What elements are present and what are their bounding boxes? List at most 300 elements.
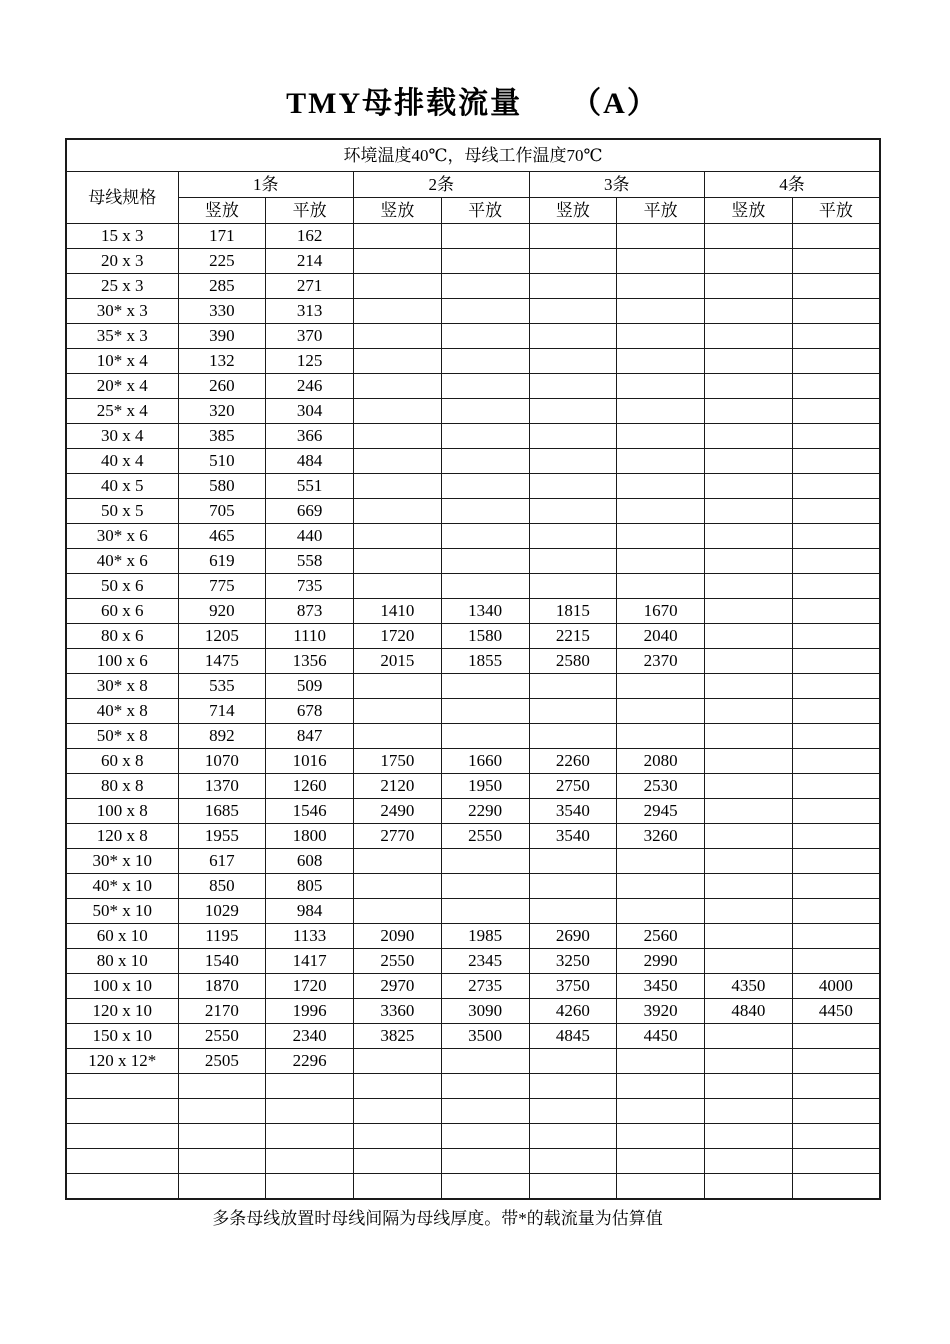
value-cell: 4450	[617, 1024, 705, 1049]
value-cell: 1720	[266, 974, 354, 999]
value-cell	[529, 849, 617, 874]
spec-cell: 20 x 3	[66, 249, 178, 274]
value-cell	[441, 724, 529, 749]
table-row	[66, 799, 880, 824]
value-cell	[529, 424, 617, 449]
value-cell	[266, 1074, 354, 1099]
spec-cell: 100 x 8	[66, 799, 178, 824]
value-cell: 225	[178, 249, 266, 274]
value-cell: 1195	[178, 924, 266, 949]
value-cell	[705, 249, 793, 274]
value-cell: 714	[178, 699, 266, 724]
value-cell	[705, 599, 793, 624]
value-cell: 2970	[354, 974, 442, 999]
value-cell: 2490	[354, 799, 442, 824]
spec-column-header: 母线规格	[66, 172, 178, 224]
value-cell: 2090	[354, 924, 442, 949]
group-header-3-strips: 3条	[529, 172, 705, 198]
value-cell	[617, 349, 705, 374]
value-cell: 1070	[178, 749, 266, 774]
value-cell: 1410	[354, 599, 442, 624]
value-cell	[617, 449, 705, 474]
value-cell: 1356	[266, 649, 354, 674]
value-cell	[529, 299, 617, 324]
value-cell: 2120	[354, 774, 442, 799]
value-cell	[441, 699, 529, 724]
value-cell: 580	[178, 474, 266, 499]
value-cell	[705, 824, 793, 849]
spec-cell	[66, 1149, 178, 1174]
value-cell	[792, 649, 880, 674]
spec-cell: 40 x 4	[66, 449, 178, 474]
value-cell	[178, 1149, 266, 1174]
value-cell	[354, 324, 442, 349]
orientation-header-vertical-1: 竖放	[178, 198, 266, 224]
value-cell: 2530	[617, 774, 705, 799]
value-cell	[792, 1174, 880, 1200]
value-cell	[354, 274, 442, 299]
table-row	[66, 1049, 880, 1074]
spec-cell: 30* x 6	[66, 524, 178, 549]
value-cell	[705, 274, 793, 299]
value-cell	[792, 1024, 880, 1049]
value-cell: 1016	[266, 749, 354, 774]
value-cell	[705, 549, 793, 574]
empty-table-row	[66, 1174, 880, 1200]
value-cell: 2550	[178, 1024, 266, 1049]
value-cell	[617, 424, 705, 449]
value-cell	[529, 249, 617, 274]
value-cell	[705, 1024, 793, 1049]
value-cell: 2296	[266, 1049, 354, 1074]
value-cell: 4260	[529, 999, 617, 1024]
value-cell: 271	[266, 274, 354, 299]
value-cell	[792, 299, 880, 324]
spec-cell: 25 x 3	[66, 274, 178, 299]
value-cell	[705, 649, 793, 674]
value-cell	[792, 574, 880, 599]
value-cell	[354, 574, 442, 599]
value-cell	[792, 474, 880, 499]
value-cell: 2560	[617, 924, 705, 949]
table-row	[66, 674, 880, 699]
value-cell	[529, 474, 617, 499]
value-cell	[617, 1074, 705, 1099]
value-cell: 2550	[441, 824, 529, 849]
value-cell	[354, 224, 442, 249]
value-cell	[705, 624, 793, 649]
value-cell	[705, 1174, 793, 1200]
value-cell: 385	[178, 424, 266, 449]
orientation-header-flat-1: 平放	[266, 198, 354, 224]
value-cell: 370	[266, 324, 354, 349]
value-cell	[441, 1174, 529, 1200]
value-cell: 2750	[529, 774, 617, 799]
value-cell	[354, 424, 442, 449]
value-cell: 366	[266, 424, 354, 449]
value-cell	[529, 1124, 617, 1149]
value-cell	[705, 699, 793, 724]
value-cell: 2580	[529, 649, 617, 674]
value-cell: 304	[266, 399, 354, 424]
value-cell	[529, 1149, 617, 1174]
value-cell	[792, 1124, 880, 1149]
value-cell	[441, 324, 529, 349]
value-cell	[529, 549, 617, 574]
value-cell: 484	[266, 449, 354, 474]
value-cell	[617, 724, 705, 749]
value-cell	[617, 874, 705, 899]
value-cell: 2215	[529, 624, 617, 649]
value-cell	[792, 249, 880, 274]
value-cell: 162	[266, 224, 354, 249]
value-cell	[705, 849, 793, 874]
value-cell	[441, 474, 529, 499]
value-cell	[705, 1074, 793, 1099]
table-row	[66, 1024, 880, 1049]
value-cell: 320	[178, 399, 266, 424]
spec-cell: 150 x 10	[66, 1024, 178, 1049]
value-cell	[529, 499, 617, 524]
table-row	[66, 724, 880, 749]
spec-cell: 50 x 5	[66, 499, 178, 524]
table-row	[66, 849, 880, 874]
table-row	[66, 599, 880, 624]
value-cell: 850	[178, 874, 266, 899]
spec-cell: 100 x 10	[66, 974, 178, 999]
value-cell	[441, 1149, 529, 1174]
value-cell	[441, 899, 529, 924]
value-cell: 920	[178, 599, 266, 624]
page-title: TMY母排载流量 （A）	[286, 87, 659, 120]
value-cell: 125	[266, 349, 354, 374]
value-cell: 509	[266, 674, 354, 699]
table-row	[66, 424, 880, 449]
value-cell	[529, 899, 617, 924]
value-cell	[441, 224, 529, 249]
value-cell	[354, 524, 442, 549]
value-cell: 1855	[441, 649, 529, 674]
value-cell: 285	[178, 274, 266, 299]
value-cell	[529, 699, 617, 724]
value-cell: 735	[266, 574, 354, 599]
value-cell	[354, 399, 442, 424]
value-cell	[529, 1174, 617, 1200]
value-cell	[617, 299, 705, 324]
value-cell: 2170	[178, 999, 266, 1024]
value-cell: 1110	[266, 624, 354, 649]
value-cell	[792, 599, 880, 624]
value-cell	[617, 899, 705, 924]
orientation-header-flat-4: 平放	[792, 198, 880, 224]
spec-cell: 40* x 10	[66, 874, 178, 899]
value-cell: 1660	[441, 749, 529, 774]
value-cell	[792, 549, 880, 574]
value-cell	[354, 449, 442, 474]
value-cell: 3450	[617, 974, 705, 999]
value-cell	[617, 1049, 705, 1074]
value-cell	[705, 424, 793, 449]
table-row	[66, 249, 880, 274]
table-row	[66, 274, 880, 299]
value-cell	[617, 524, 705, 549]
value-cell	[617, 549, 705, 574]
value-cell	[354, 724, 442, 749]
table-row	[66, 474, 880, 499]
empty-table-row	[66, 1149, 880, 1174]
value-cell: 3540	[529, 824, 617, 849]
value-cell	[792, 524, 880, 549]
value-cell: 1950	[441, 774, 529, 799]
value-cell	[266, 1174, 354, 1200]
table-row	[66, 974, 880, 999]
value-cell	[354, 1099, 442, 1124]
value-cell	[266, 1099, 354, 1124]
value-cell: 535	[178, 674, 266, 699]
empty-table-row	[66, 1099, 880, 1124]
value-cell	[441, 549, 529, 574]
orientation-header-flat-3: 平放	[617, 198, 705, 224]
value-cell	[792, 499, 880, 524]
value-cell: 313	[266, 299, 354, 324]
spec-cell: 20* x 4	[66, 374, 178, 399]
table-row	[66, 399, 880, 424]
spec-cell: 30 x 4	[66, 424, 178, 449]
table-row	[66, 924, 880, 949]
spec-cell: 50* x 8	[66, 724, 178, 749]
value-cell: 1475	[178, 649, 266, 674]
value-cell	[792, 1074, 880, 1099]
value-cell	[705, 924, 793, 949]
value-cell	[705, 299, 793, 324]
value-cell	[792, 724, 880, 749]
value-cell	[617, 324, 705, 349]
spec-cell: 120 x 10	[66, 999, 178, 1024]
value-cell: 984	[266, 899, 354, 924]
spec-cell: 25* x 4	[66, 399, 178, 424]
table-row	[66, 449, 880, 474]
value-cell	[617, 249, 705, 274]
value-cell	[792, 849, 880, 874]
spec-cell: 60 x 8	[66, 749, 178, 774]
value-cell	[617, 474, 705, 499]
value-cell: 171	[178, 224, 266, 249]
value-cell	[617, 1124, 705, 1149]
value-cell: 1580	[441, 624, 529, 649]
value-cell	[617, 374, 705, 399]
value-cell	[441, 374, 529, 399]
value-cell: 4845	[529, 1024, 617, 1049]
spec-cell: 60 x 10	[66, 924, 178, 949]
value-cell	[529, 324, 617, 349]
spec-cell: 60 x 6	[66, 599, 178, 624]
value-cell: 2080	[617, 749, 705, 774]
value-cell	[792, 624, 880, 649]
value-cell	[354, 549, 442, 574]
value-cell	[792, 399, 880, 424]
spec-cell: 50 x 6	[66, 574, 178, 599]
value-cell	[441, 449, 529, 474]
value-cell	[529, 1074, 617, 1099]
value-cell: 1670	[617, 599, 705, 624]
value-cell	[705, 574, 793, 599]
value-cell	[792, 224, 880, 249]
value-cell	[529, 224, 617, 249]
value-cell: 2945	[617, 799, 705, 824]
spec-cell: 80 x 6	[66, 624, 178, 649]
table-row	[66, 499, 880, 524]
value-cell: 260	[178, 374, 266, 399]
value-cell	[354, 1124, 442, 1149]
value-cell	[792, 1149, 880, 1174]
value-cell: 2370	[617, 649, 705, 674]
value-cell	[705, 399, 793, 424]
value-cell	[705, 349, 793, 374]
value-cell	[529, 1099, 617, 1124]
value-cell	[617, 224, 705, 249]
value-cell	[441, 499, 529, 524]
table-row	[66, 299, 880, 324]
value-cell	[792, 424, 880, 449]
orientation-header-vertical-2: 竖放	[354, 198, 442, 224]
value-cell	[792, 899, 880, 924]
footnote: 多条母线放置时母线间隔为母线厚度。带*的载流量为估算值	[212, 1209, 663, 1228]
empty-table-row	[66, 1124, 880, 1149]
spec-cell: 120 x 8	[66, 824, 178, 849]
spec-cell	[66, 1124, 178, 1149]
env-conditions-row	[66, 139, 880, 172]
spec-cell: 40* x 6	[66, 549, 178, 574]
value-cell	[705, 499, 793, 524]
value-cell: 3825	[354, 1024, 442, 1049]
value-cell: 2345	[441, 949, 529, 974]
value-cell: 4350	[705, 974, 793, 999]
spec-cell	[66, 1174, 178, 1200]
value-cell: 1546	[266, 799, 354, 824]
value-cell	[705, 674, 793, 699]
value-cell: 1750	[354, 749, 442, 774]
value-cell: 2990	[617, 949, 705, 974]
table-row	[66, 824, 880, 849]
value-cell	[441, 299, 529, 324]
spec-cell: 10* x 4	[66, 349, 178, 374]
value-cell	[792, 324, 880, 349]
value-cell	[705, 749, 793, 774]
value-cell: 440	[266, 524, 354, 549]
spec-cell: 30* x 8	[66, 674, 178, 699]
value-cell	[792, 449, 880, 474]
value-cell	[705, 374, 793, 399]
spec-cell: 15 x 3	[66, 224, 178, 249]
value-cell: 1720	[354, 624, 442, 649]
table-row	[66, 574, 880, 599]
value-cell: 1815	[529, 599, 617, 624]
spec-cell	[66, 1099, 178, 1124]
value-cell	[354, 299, 442, 324]
value-cell: 1870	[178, 974, 266, 999]
value-cell	[792, 349, 880, 374]
value-cell	[792, 274, 880, 299]
value-cell	[441, 349, 529, 374]
value-cell	[354, 674, 442, 699]
value-cell	[617, 499, 705, 524]
value-cell: 847	[266, 724, 354, 749]
value-cell: 2505	[178, 1049, 266, 1074]
table-row	[66, 899, 880, 924]
value-cell	[529, 574, 617, 599]
table-row	[66, 774, 880, 799]
value-cell: 390	[178, 324, 266, 349]
value-cell	[705, 449, 793, 474]
value-cell: 3500	[441, 1024, 529, 1049]
value-cell: 465	[178, 524, 266, 549]
value-cell: 1340	[441, 599, 529, 624]
value-cell	[617, 699, 705, 724]
spec-cell	[66, 1074, 178, 1099]
value-cell	[441, 1074, 529, 1099]
value-cell: 3090	[441, 999, 529, 1024]
value-cell: 619	[178, 549, 266, 574]
value-cell: 2290	[441, 799, 529, 824]
value-cell: 892	[178, 724, 266, 749]
value-cell	[705, 324, 793, 349]
empty-table-row	[66, 1074, 880, 1099]
value-cell: 775	[178, 574, 266, 599]
value-cell: 617	[178, 849, 266, 874]
value-cell	[441, 674, 529, 699]
group-header-row	[66, 172, 880, 198]
value-cell: 2015	[354, 649, 442, 674]
spec-cell: 80 x 8	[66, 774, 178, 799]
value-cell: 805	[266, 874, 354, 899]
value-cell: 558	[266, 549, 354, 574]
value-cell	[178, 1174, 266, 1200]
orientation-header-row	[66, 198, 880, 224]
value-cell	[354, 874, 442, 899]
table-row	[66, 749, 880, 774]
value-cell	[266, 1149, 354, 1174]
value-cell	[792, 674, 880, 699]
value-cell: 3540	[529, 799, 617, 824]
value-cell: 1370	[178, 774, 266, 799]
value-cell	[705, 949, 793, 974]
value-cell	[441, 424, 529, 449]
value-cell: 246	[266, 374, 354, 399]
value-cell	[178, 1099, 266, 1124]
value-cell	[354, 1149, 442, 1174]
value-cell	[529, 374, 617, 399]
value-cell	[705, 1149, 793, 1174]
spec-cell: 40* x 8	[66, 699, 178, 724]
value-cell	[529, 449, 617, 474]
spec-cell: 100 x 6	[66, 649, 178, 674]
value-cell: 510	[178, 449, 266, 474]
value-cell	[441, 274, 529, 299]
value-cell: 1133	[266, 924, 354, 949]
value-cell	[354, 499, 442, 524]
value-cell: 1985	[441, 924, 529, 949]
table-container	[65, 138, 881, 1200]
orientation-header-vertical-3: 竖放	[529, 198, 617, 224]
value-cell	[792, 749, 880, 774]
value-cell: 1955	[178, 824, 266, 849]
spec-cell: 50* x 10	[66, 899, 178, 924]
value-cell: 214	[266, 249, 354, 274]
value-cell	[354, 374, 442, 399]
busbar-ampacity-table	[65, 138, 881, 1200]
value-cell	[792, 1049, 880, 1074]
value-cell	[441, 1124, 529, 1149]
